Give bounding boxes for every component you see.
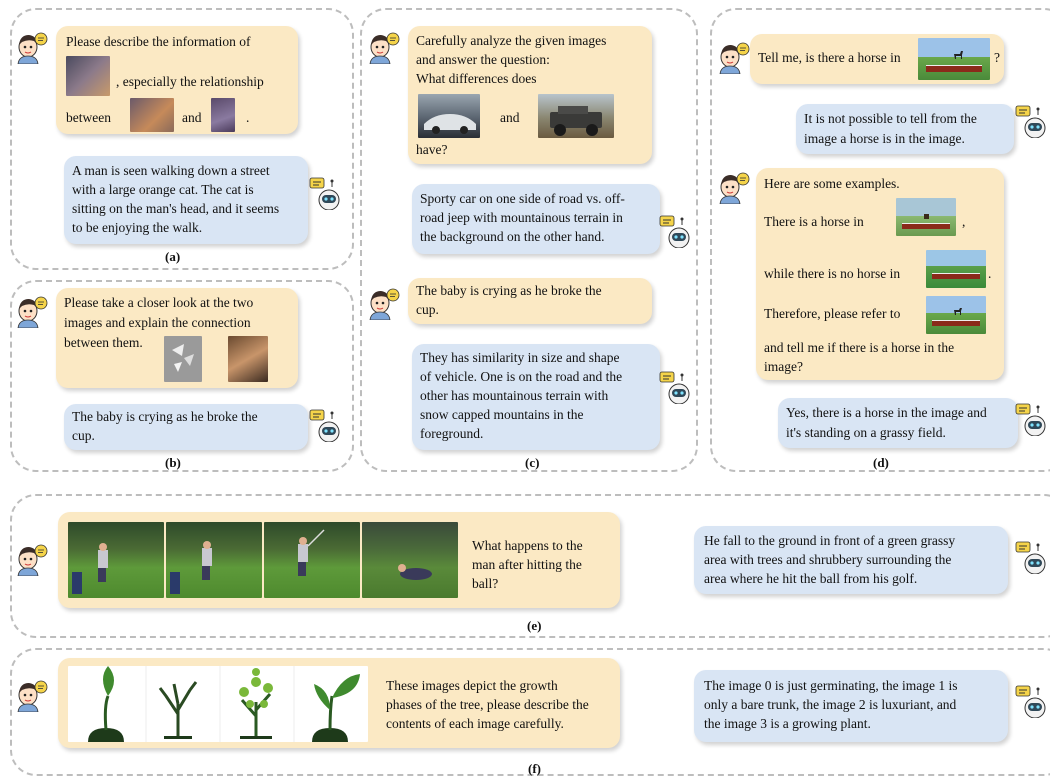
panel-label-e: (e) [527, 618, 542, 633]
answer-bubble-d1 [796, 104, 1014, 154]
question-bubble-c [408, 26, 652, 164]
text: and [182, 110, 202, 125]
text: The baby is crying as he broke the [72, 409, 258, 424]
text: Please take a closer look at the two [64, 295, 254, 310]
leafy-tree-icon [239, 668, 273, 739]
text: while there is no horse in [764, 266, 901, 281]
robot-avatar-icon [1014, 540, 1048, 574]
text: Yes, there is a horse in the image and [786, 405, 987, 420]
answer-bubble-b [64, 404, 308, 450]
text: The image 0 is just germinating, the image 1 is [704, 678, 958, 693]
horse-field-image [918, 38, 990, 80]
golf-frame-image [68, 522, 164, 598]
text: the image 3 is a growing plant. [704, 716, 871, 731]
golf-frame-image [362, 522, 458, 598]
text: Please describe the information of [66, 34, 251, 49]
user-avatar-icon [716, 170, 750, 204]
growing-plant-icon [312, 674, 360, 742]
answer-bubble-d2 [778, 398, 1018, 448]
text: have? [416, 142, 448, 157]
text: foreground. [420, 426, 484, 441]
text: between [66, 110, 111, 125]
text: There is a horse in [764, 214, 864, 229]
robot-avatar-icon [1014, 104, 1048, 138]
question-bubble-e [58, 512, 620, 608]
text: area where he hit the ball from his golf. [704, 571, 918, 586]
golf-frame-image [166, 522, 262, 598]
text: road jeep with mountainous terrain in [420, 210, 623, 225]
text: Therefore, please refer to [764, 306, 901, 321]
tree-phases-strip [68, 666, 368, 742]
text: to be enjoying the walk. [72, 220, 203, 235]
text: of vehicle. One is on the road and the [420, 369, 623, 384]
text: ? [994, 50, 1000, 65]
crying-baby-image [228, 336, 268, 382]
question-bubble-a [56, 26, 298, 134]
text: They has similarity in size and shape [420, 350, 620, 365]
answer-bubble-c2 [412, 344, 660, 450]
question-bubble-d2 [756, 168, 1004, 380]
text: with a large orange cat. The cat is [72, 182, 254, 197]
sports-car-image [418, 94, 480, 138]
answer-bubble-f [694, 670, 1008, 742]
text: and answer the question: [416, 52, 550, 67]
answer-bubble-c1 [412, 184, 660, 254]
user-avatar-icon [366, 286, 400, 320]
text: . [988, 266, 992, 281]
text: , [962, 214, 966, 229]
cat-man-image [66, 56, 110, 96]
text: only a bare trunk, the image 2 is luxuriant, and [704, 697, 957, 712]
answer-bubble-e [694, 526, 1008, 594]
broken-cup-image [164, 336, 202, 382]
text: it's standing on a grassy field. [786, 425, 946, 440]
user-avatar-icon [14, 30, 48, 64]
panel-label-f: (f) [528, 761, 541, 776]
robot-avatar-icon [1014, 684, 1048, 718]
cat-image [130, 98, 174, 132]
text: and tell me if there is a horse in the [764, 340, 955, 355]
bare-trunk-icon [160, 682, 196, 739]
answer-bubble-a [64, 156, 308, 244]
horse-field-image-example [896, 198, 956, 236]
user-avatar-icon [14, 542, 48, 576]
text: . [246, 110, 250, 125]
text: , especially the relationship [116, 74, 264, 89]
user-avatar-icon [14, 678, 48, 712]
robot-avatar-icon [308, 408, 342, 442]
text: snow capped mountains in the [420, 407, 584, 422]
text: other has mountainous terrain with [420, 388, 609, 403]
user-avatar-icon [366, 30, 400, 64]
text: Here are some examples. [764, 176, 900, 191]
text: Sporty car on one side of road vs. off- [420, 191, 625, 206]
text: Carefully analyze the given images [416, 33, 607, 48]
jeep-image [538, 94, 614, 138]
question-bubble-f [58, 658, 620, 748]
text: These images depict the growth [386, 678, 558, 693]
man-image [211, 98, 235, 132]
text: contents of each image carefully. [386, 716, 564, 731]
text: the background on the other hand. [420, 229, 605, 244]
text: ball? [472, 576, 499, 591]
text: The baby is crying as he broke the [416, 283, 602, 298]
panel-label-a: (a) [165, 249, 181, 264]
question-bubble-d1 [750, 34, 1004, 84]
text: image a horse is in the image. [804, 131, 965, 146]
user-avatar-icon [14, 294, 48, 328]
text: sitting on the man's head, and it seems [72, 201, 280, 216]
sprout-icon [88, 666, 124, 742]
question-bubble-b [56, 288, 298, 388]
text: area with trees and shrubbery surrounding the [704, 552, 952, 567]
text: Tell me, is there a horse in [758, 50, 901, 65]
user-bubble-c2 [408, 278, 652, 324]
text: He fall to the ground in front of a green grassy [704, 533, 956, 548]
robot-avatar-icon [658, 214, 692, 248]
text: cup. [416, 302, 439, 317]
text: It is not possible to tell from the [804, 111, 977, 126]
panel-label-c: (c) [525, 455, 540, 470]
panel-label-b: (b) [165, 455, 181, 470]
robot-avatar-icon [308, 176, 342, 210]
text: between them. [64, 335, 143, 350]
text: image? [764, 359, 803, 374]
text: What differences does [416, 71, 537, 86]
text: images and explain the connection [64, 315, 251, 330]
golf-frame-image [264, 522, 360, 598]
robot-avatar-icon [658, 370, 692, 404]
text: What happens to the [472, 538, 583, 553]
panel-label-d: (d) [873, 455, 889, 470]
text: A man is seen walking down a street [72, 163, 270, 178]
text: man after hitting the [472, 557, 582, 572]
horse-field-image-reference [926, 296, 986, 334]
user-avatar-icon [716, 40, 750, 74]
text: phases of the tree, please describe the [386, 697, 589, 712]
text: and [500, 110, 520, 125]
text: cup. [72, 428, 95, 443]
no-horse-field-image [926, 250, 986, 288]
robot-avatar-icon [1014, 402, 1048, 436]
